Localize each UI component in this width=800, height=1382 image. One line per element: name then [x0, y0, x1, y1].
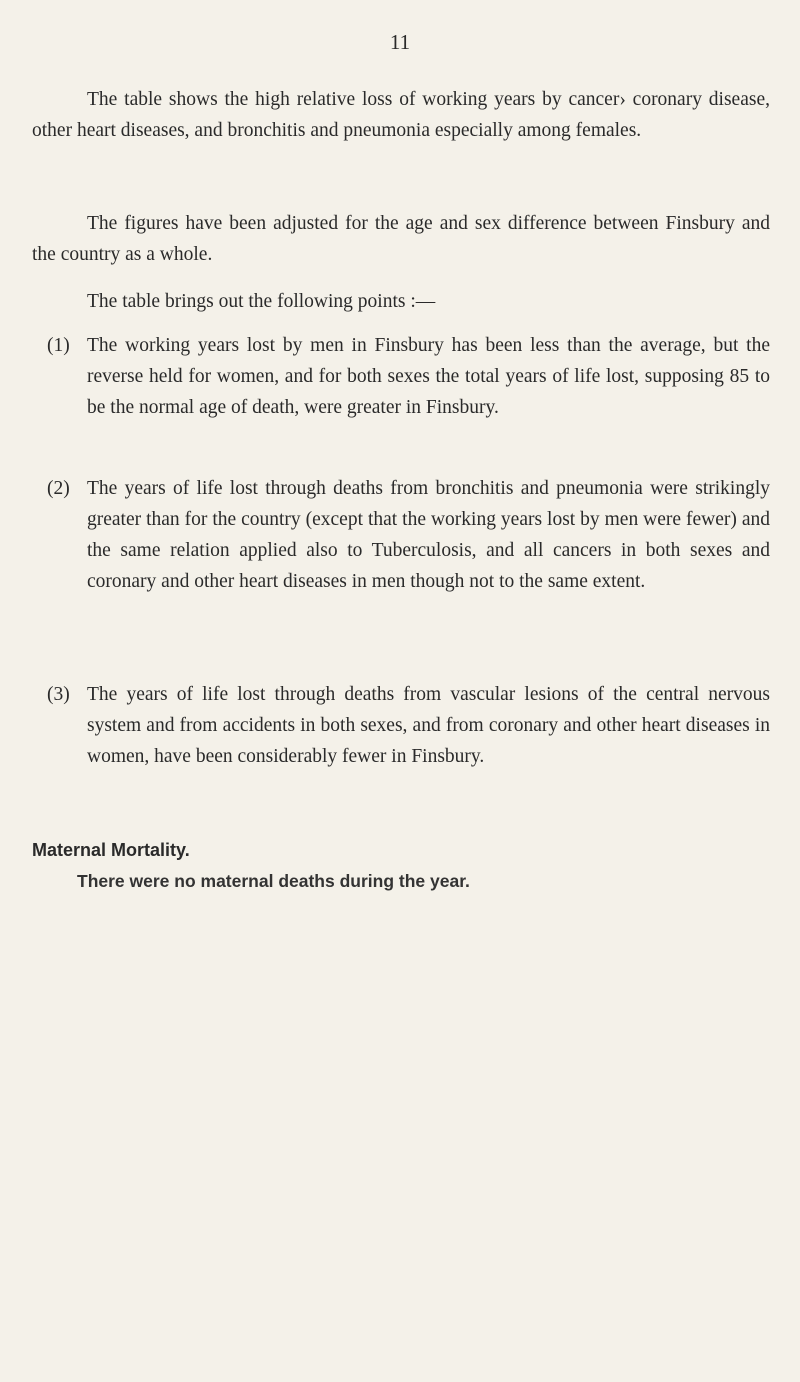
- point-text: The working years lost by men in Finsbury has been less than the average, but the reverse held for women, and for both sexes the total years of life lost, supposing 85 to be the normal age of death, were greater in Finsbury.: [87, 335, 770, 418]
- lead-in-paragraph: The table brings out the following points :—: [87, 291, 436, 312]
- point-text: The years of life lost through deaths from bronchitis and pneumonia were strikingly greater than for the country (except that the working years lost by men were fewer) and the same relation applied also to Tuberculosis, and all cancers in both sexes and coronary and other heart diseases in men though not to the same extent.: [87, 478, 770, 592]
- intro-paragraph: The table shows the high relative loss of working years by cancer› coronary disease, other heart diseases, and bronchitis and pneumonia especially among females.: [32, 89, 770, 141]
- maternal-mortality-text: There were no maternal deaths during the year.: [77, 871, 470, 891]
- point-item-3: [47, 679, 770, 772]
- point-number: (2): [47, 478, 70, 499]
- adjustment-paragraph: The figures have been adjusted for the age and sex difference between Finsbury and the country as a whole.: [32, 213, 770, 265]
- point-item-1: [47, 330, 770, 423]
- point-item-2: [47, 473, 770, 597]
- point-text: The years of life lost through deaths from vascular lesions of the central nervous system and from accidents in both sexes, and from coronary and other heart diseases in women, have been considerably fewer in Finsbury.: [87, 684, 770, 767]
- page-number: 11: [389, 30, 411, 54]
- point-number: (3): [47, 684, 70, 705]
- point-number: (1): [47, 335, 70, 356]
- section-heading: Maternal Mortality.: [32, 840, 190, 860]
